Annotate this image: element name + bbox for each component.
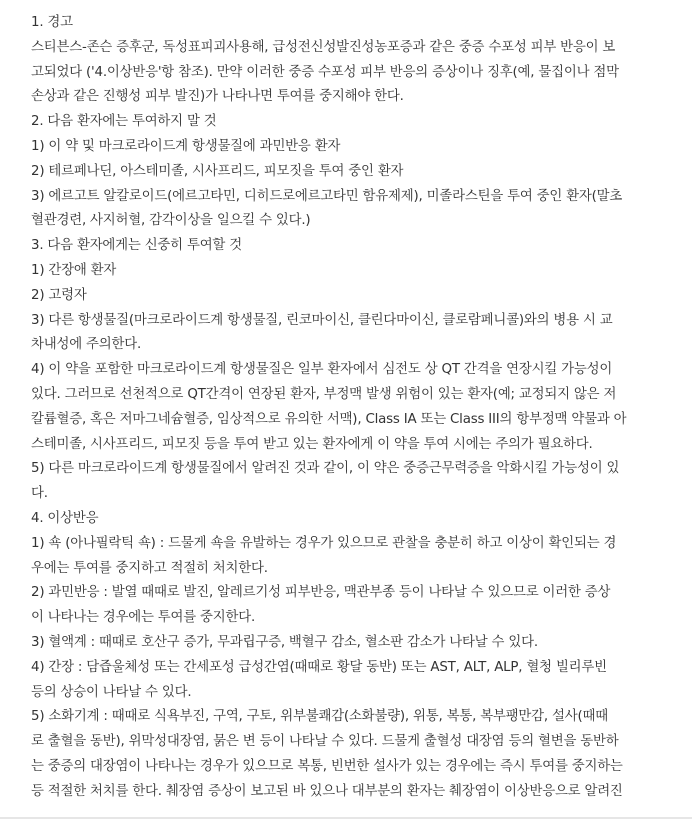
text-line: 고되었다 ('4.이상반응'항 참조). 만약 이러한 중증 수포성 피부 반응의 증상이나 징후(예, 물집이나 점막: [31, 64, 619, 80]
text-line: 1) 간장애 환자: [31, 262, 117, 278]
text-line: 손상과 같은 진행성 피부 발진)가 나타나면 투여를 중지해야 한다.: [31, 89, 404, 105]
text-line: 3) 다른 항생물질(마크로라이드계 항생물질, 린코마이신, 클린다마이신, 클로람페니콜)와의 병용 시 교: [31, 312, 613, 328]
text-line: 등의 상승이 나타날 수 있다.: [31, 684, 192, 700]
text-line: 등 적절한 처치를 한다. 췌장염 증상이 보고된 바 있으나 대부분의 환자는 췌장염이 이상반응으로 알려진: [31, 783, 623, 799]
text-line: 혈관경련, 사지허혈, 감각이상을 일으킬 수 있다.): [31, 213, 311, 229]
text-line: 칼륨혈증, 혹은 저마그네슘혈증, 임상적으로 유의한 서맥), Class IA 또는 Class III의 항부정맥 약물과 아: [31, 411, 627, 427]
text-line: 2) 고령자: [31, 287, 87, 303]
text-line: 2) 테르페나딘, 아스테미졸, 시사프리드, 피모짓을 투여 중인 환자: [31, 163, 404, 179]
text-line: 2) 과민반응 : 발열 때때로 발진, 알레르기성 피부반응, 맥관부종 등이 나타날 수 있으므로 이러한 증상: [31, 585, 611, 601]
text-line: 스티븐스-존슨 증후군, 독성표피괴사용해, 급성전신성발진성농포증과 같은 중증 수포성 피부 반응이 보: [31, 39, 616, 55]
drug-precautions-text: [31, 11, 691, 805]
text-line: 4) 간장 : 담즙울체성 또는 간세포성 급성간염(때때로 황달 동반) 또는 AST, ALT, ALP, 혈청 빌리루빈: [31, 659, 607, 675]
text-line: 3) 혈액계 : 때때로 호산구 증가, 무과립구증, 백혈구 감소, 혈소판 감소가 나타날 수 있다.: [31, 634, 538, 650]
text-line: 3) 에르고트 알칼로이드(에르고타민, 디히드로에르고타민 함유제제), 미졸라스틴을 투여 중인 환자(말초: [31, 188, 623, 204]
text-line: 1) 쇽 (아나필락틱 쇽) : 드물게 쇽을 유발하는 경우가 있으므로 관찰을 충분히 하고 이상이 확인되는 경: [31, 535, 617, 551]
section-heading-caution: 3. 다음 환자에게는 신중히 투여할 것: [31, 238, 242, 254]
text-line: 있다. 그러므로 선천적으로 QT간격이 연장된 환자, 부정맥 발생 위험이 있는 환자(예; 교정되지 않은 저: [31, 386, 617, 402]
text-line: 스테미졸, 시사프리드, 피모짓 등을 투여 받고 있는 환자에게 이 약을 투여 시에는 주의가 필요하다.: [31, 436, 593, 452]
section-heading-warning: 1. 경고: [31, 15, 73, 30]
section-heading-adverse-reactions: 4. 이상반응: [31, 510, 99, 526]
text-line: 1) 이 약 및 마크로라이드계 항생물질에 과민반응 환자: [31, 138, 341, 154]
text-line: 4) 이 약을 포함한 마크로라이드계 항생물질은 일부 환자에서 심전도 상 QT 간격을 연장시킬 가능성이: [31, 362, 613, 378]
text-line: 우에는 투여를 중지하고 적절히 처치한다.: [31, 560, 268, 576]
text-line: 는 중증의 대장염이 나타나는 경우가 있으므로 복통, 빈번한 설사가 있는 경우에는 즉시 투여를 중지하는: [31, 758, 623, 774]
text-line: 5) 소화기계 : 때때로 식욕부진, 구역, 구토, 위부불쾌감(소화불량), 위통, 복통, 복부팽만감, 설사(때때: [31, 709, 608, 725]
text-line: 차내성에 주의한다.: [31, 337, 141, 353]
section-heading-contraindications: 2. 다음 환자에는 투여하지 말 것: [31, 114, 217, 130]
text-line: 5) 다른 마크로라이드계 항생물질에서 알려진 것과 같이, 이 약은 중증근무력증을 악화시킬 가능성이 있: [31, 461, 620, 477]
text-line: 다.: [31, 486, 48, 502]
text-line: 이 나타나는 경우에는 투여를 중지한다.: [31, 610, 256, 626]
text-line: 로 출혈을 동반), 위막성대장염, 묽은 변 등이 나타날 수 있다. 드물게 출혈성 대장염 등의 혈변을 동반하: [31, 734, 619, 750]
